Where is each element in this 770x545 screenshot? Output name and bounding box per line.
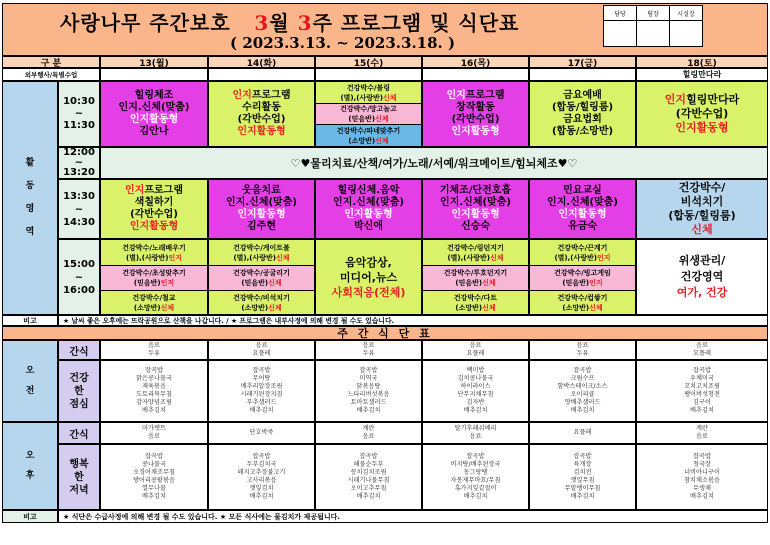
dinner-cell [208,444,315,510]
outing-cell [315,68,422,81]
menu-item: 닭볶음탕 [356,383,381,390]
menu-item: 잡곡밥 [693,367,711,374]
slot3-tue: 웃음치료 인지.신체(맞춤) 인지활동형 김주현 [208,179,315,239]
fri-group-1: 건강박수/끈계기 (별),(사랑반)인지 [530,240,635,266]
day-sat: 18(토) [636,56,768,68]
menu-item: 미역국 [359,375,378,382]
menu-item: 고사리볶음 [246,477,277,484]
menu-item: 음료 [148,342,160,349]
menu-item: 열무나물 [142,485,166,492]
menu-item: 음료 [696,433,708,440]
menu-item: 배추김치 [142,493,166,500]
day-fri: 17(금) [529,56,636,68]
pm-label: 오 후 [2,422,58,510]
menu-title: 주 간 식 단 표 [2,326,768,340]
pm-snack-cell [100,422,208,444]
menu-item: 방어리콩팥볶음 [133,477,175,484]
menu-item: 깻잎김치 [249,485,274,492]
menu-item: 김치전 [573,469,592,476]
menu-item: 음료 [576,342,589,349]
menu-item: 팽이버섯청전 [684,391,720,398]
menu-item: 김자반 [466,399,485,406]
title-week: 3 [297,11,313,35]
menu-item: 음료 [696,342,708,349]
outing-cell [422,68,529,81]
menu-item: 깻잎무침 [570,477,595,484]
am-snack-cell [315,340,422,360]
fri-group-3: 건강박수/컵쌓기 (소망반)신체 [530,291,635,314]
slot1-sat: 인지힐링만다라 (각반수업) 인지활동형 [636,81,768,147]
am-snack-cell [100,340,208,360]
menu-item: 동그랑땡 [463,469,488,476]
outing-sat: 힐링만다라 [636,68,768,81]
menu-item: 음료 [362,342,375,349]
signature-box [603,5,703,47]
dinner-cell [529,444,636,510]
thu-group-2: 건강박수/투호던지기 (믿음반)신체 [423,266,528,291]
lunch-cell [529,360,636,422]
menu-item: 우체미국 [690,375,714,382]
menu-item: 요플레 [252,350,271,357]
lunch-activity-band: ♡♥물리치료/산책/여가/노래/서예/워크메이트/힘뇌체조♥♡ [100,147,768,179]
menu-item: 잡곡밥 [693,453,711,460]
menu-item: 크림수프 [570,375,595,382]
wed-group-2: 건강박수/망고놀고 (믿음반)신체 [316,104,421,125]
lunch-cell [315,360,422,422]
tue-group-3: 건강박수/비석치기 (소망반)신체 [209,291,314,314]
menu-item: 혹가지잎겉절이 [454,485,497,492]
menu-item: 도토리묵무침 [136,391,172,398]
outing-cell [529,68,636,81]
menu-item: 양배추샐러드 [564,399,601,406]
menu-item: 시래기나물무침 [347,477,390,484]
menu-item: 돼지고추장불고기 [237,469,286,476]
menu-item: 자몽제무마요/무침 [450,477,501,484]
menu-item: 잡곡밥 [359,367,378,374]
menu-item: 마가렛트 [142,425,166,432]
menu-item: 김치콩나물국 [457,375,494,382]
menu-item: 시래기된장지짐 [240,391,283,398]
menu-item: 배추김치 [570,407,595,414]
thu-group-1: 건강박수/링던지기 (별),(사랑반)신체 [423,240,528,266]
time-slot-1: 10:30 ~ 11:30 [58,81,100,147]
slot4-wed: 음악감상, 미디어,뉴스 사회적응(전체) [315,239,422,315]
lunch-label: 건강 한 점심 [58,360,100,422]
dinner-cell [636,444,768,510]
menu-item: 배추김치 [570,493,595,500]
menu-item: 음료 [148,433,160,440]
outing-cell [100,68,208,81]
slot3-wed: 힐링신체.음악 인지.신체(맞춤) 인지활동형 박신애 [315,179,422,239]
note2-text: ★ 식단은 수급사정에 의해 변경 될 수도 있습니다. ★ 모든 식사에는 물김치가 제공됩니다. [58,510,768,523]
lunch-cell [422,360,529,422]
thu-group-3: 건강박수/다트 (소망반)신체 [423,291,528,314]
menu-item: 배추김치 [463,407,488,414]
dinner-cell [100,444,208,510]
menu-item: 잡곡밥 [252,367,271,374]
menu-item: 김구이 [693,399,711,406]
menu-item: 하이라이스 [460,383,491,390]
slot4-mon [100,239,208,315]
menu-item: 잡곡밥 [359,453,378,460]
menu-item: 잡곡밥 [466,453,485,460]
slot1-wed [315,81,422,147]
time-slot-3: 13:30 ~ 14:30 [58,179,100,239]
menu-item: 오이고추무침 [350,485,387,492]
day-mon: 13(월) [100,56,208,68]
menu-item: 무생채 [693,485,711,492]
menu-item: 배추김치 [249,407,274,414]
dinner-cell [422,444,529,510]
period-text: ( 2023.3.13. ~ 2023.3.18. ) [230,34,456,52]
menu-item: 감자양념조림 [136,399,172,406]
menu-item: 오징어채조무침 [133,469,175,476]
menu-item: 부추샐러드 [246,399,277,406]
menu-item: 무어탕 [252,375,271,382]
menu-item: 요플레 [573,429,592,436]
menu-item: 음료 [255,342,268,349]
slot3-mon: 인지프로그램 색칠하기 (각반수업) 인지활동형 [100,179,208,239]
slot3-sat: 건강박수/ 비석치기 (합동/힐링룸) 신체 [636,179,768,239]
slot4-sat: 위생관리/ 건강영역 여가, 건강 [636,239,768,315]
wed-group-1: 건강박수/볼링 (별),(사랑반)신체 [316,82,421,104]
slot4-fri [529,239,636,315]
title-text-b: 월 [269,11,290,35]
dinner-label: 행복 한 저녁 [58,444,100,510]
menu-item: 배추김치 [142,407,166,414]
menu-item: 계란 [696,425,708,432]
wed-group-3: 건강박수/파네맞추기 (소망반)신체 [316,125,421,146]
slot1-thu: 인지프로그램 창작활동 (각반수업) 인지활동형 [422,81,529,147]
menu-item: 배추김치 [249,493,274,500]
pm-snack-cell [315,422,422,444]
tue-group-1: 건강박수/게이트볼 (별),(사랑반)신체 [209,240,314,266]
menu-item: 제육볶음 [142,383,166,390]
menu-item: 무말랭이무침 [564,485,601,492]
menu-item: 토마토샐러드 [350,399,387,406]
slot1-fri: 금요예배 (합동/힐링룸) 금요법회 (합동/소망반) [529,81,636,147]
menu-item: 두유 [148,350,160,357]
pm-snack-cell [422,422,529,444]
am-snack-cell [208,340,315,360]
title-month: 3 [254,11,270,35]
menu-item: 두부김치국 [246,461,277,468]
note2-label: 비고 [2,510,58,523]
note1-label: 비고 [2,315,58,326]
menu-item: 함박스테이크/소스 [557,383,608,390]
menu-item: 꽁치김치조림 [350,469,387,476]
menu-item: 배추김치 [356,493,381,500]
menu-item: 백미밥 [466,367,485,374]
sign-label-director: 시설장 [670,6,703,21]
lunch-cell [100,360,208,422]
slot4-tue [208,239,315,315]
lunch-cell [208,360,315,422]
menu-item: 잡곡밥 [573,367,592,374]
menu-item: 잡곡밥 [252,453,271,460]
note1-text: ★ 날씨 좋은 오후에는 뜨락공원으로 산책을 나갑니다. / ★ 프로그램은 내부사정에 의해 변경 될 수도 있습니다. [58,315,768,326]
menu-item: 잡곡밥 [145,453,163,460]
title-text-a: 사랑나무 주간보호 [60,11,231,35]
day-tue: 14(화) [208,56,315,68]
am-snack-cell [422,340,529,360]
slot3-thu: 기체조/단전호흡 인지.신체(맞춤) 인지활동형 신승숙 [422,179,529,239]
menu-item: 해물순두부 [353,461,384,468]
menu-item: 잡곡밥 [573,453,592,460]
outing-cell [208,68,315,81]
menu-item: 콩나물국 [142,461,166,468]
sign-label-staff: 담당 [604,6,637,21]
menu-item: 비지탕/배추된장국 [450,461,501,468]
activity-area-label: 활 동 영 역 [2,81,58,315]
menu-item: 배추김치 [690,407,714,414]
menu-item: 잡곡밥 [145,367,163,374]
menu-item: 배추김치 [463,493,488,500]
sign-label-lead: 팀장 [637,6,670,21]
dinner-cell [315,444,422,510]
title-text-c: 주 프로그램 및 식단표 [312,11,520,35]
menu-item: 맑은콩나물국 [136,375,172,382]
menu-item: 요플레 [466,350,485,357]
am-label: 오 전 [2,340,58,422]
am-snack-cell [636,340,768,360]
sign-cell [670,21,703,47]
menu-item: 딸기후레쉬베리 [454,425,497,432]
sign-cell [604,21,637,47]
menu-item: 메추리알장조림 [240,383,283,390]
pm-snack-cell [636,422,768,444]
page-title [60,7,600,33]
day-wed: 15(수) [315,56,422,68]
slot1-tue: 인지프로그램 수리활동 (각반수업) 인지활동형 [208,81,315,147]
menu-item: 너비아니구이 [684,469,720,476]
category-header: 구 분 [2,56,100,68]
menu-item: 음료 [469,433,482,440]
menu-item: 배추김치 [690,493,714,500]
pm-snack-label: 간식 [58,422,100,444]
mon-group-3: 건강박수/철교 (소망반)신체 [101,291,207,314]
menu-item: 두유 [362,350,375,357]
menu-item: 음료 [362,433,375,440]
mon-group-2: 건강박수/초성맞추기 (믿음반)인지 [101,266,207,291]
tue-group-2: 건강박수/공굴리기 (믿음반)신체 [209,266,314,291]
am-snack-label: 간식 [58,340,100,360]
mon-group-1: 건강박수/노래배우기 (별),(사랑반)인지 [101,240,207,266]
menu-item: 두유 [576,350,589,357]
menu-item: 계란 [362,425,375,432]
sign-cell [637,21,670,47]
menu-item: 육개장 [573,461,592,468]
menu-item: 느타리버섯볶음 [347,391,390,398]
menu-item: 단호박죽 [249,429,274,436]
slot1-mon: 힐링체조 인지.신체(맞춤) 인지활동형 김안나 [100,81,208,147]
menu-item: 청국장 [693,461,711,468]
pm-snack-cell [529,422,636,444]
menu-item: 꼬치고치조림 [684,383,720,390]
menu-item: 오이피클 [570,391,595,398]
day-thu: 16(목) [422,56,529,68]
menu-item: 요플레 [693,350,711,357]
outing-label: 외부행사/특별수업 [2,68,100,81]
menu-item: 참치채소볶음 [684,477,720,484]
slot4-thu [422,239,529,315]
fri-group-2: 건강박수/빙고게임 (믿음반)인지 [530,266,635,291]
menu-item: 배추김치 [356,407,381,414]
time-slot-4: 15:00 ~ 16:00 [58,239,100,315]
pm-snack-cell [208,422,315,444]
menu-item: 단무지채무침 [457,391,494,398]
menu-item: 음료 [469,342,482,349]
time-slot-2: 12:00 ~ 13:20 [58,147,100,179]
am-snack-cell [529,340,636,360]
slot3-fri: 민요교실 인지.신체(맞춤) 인지활동형 유금숙 [529,179,636,239]
lunch-cell [636,360,768,422]
